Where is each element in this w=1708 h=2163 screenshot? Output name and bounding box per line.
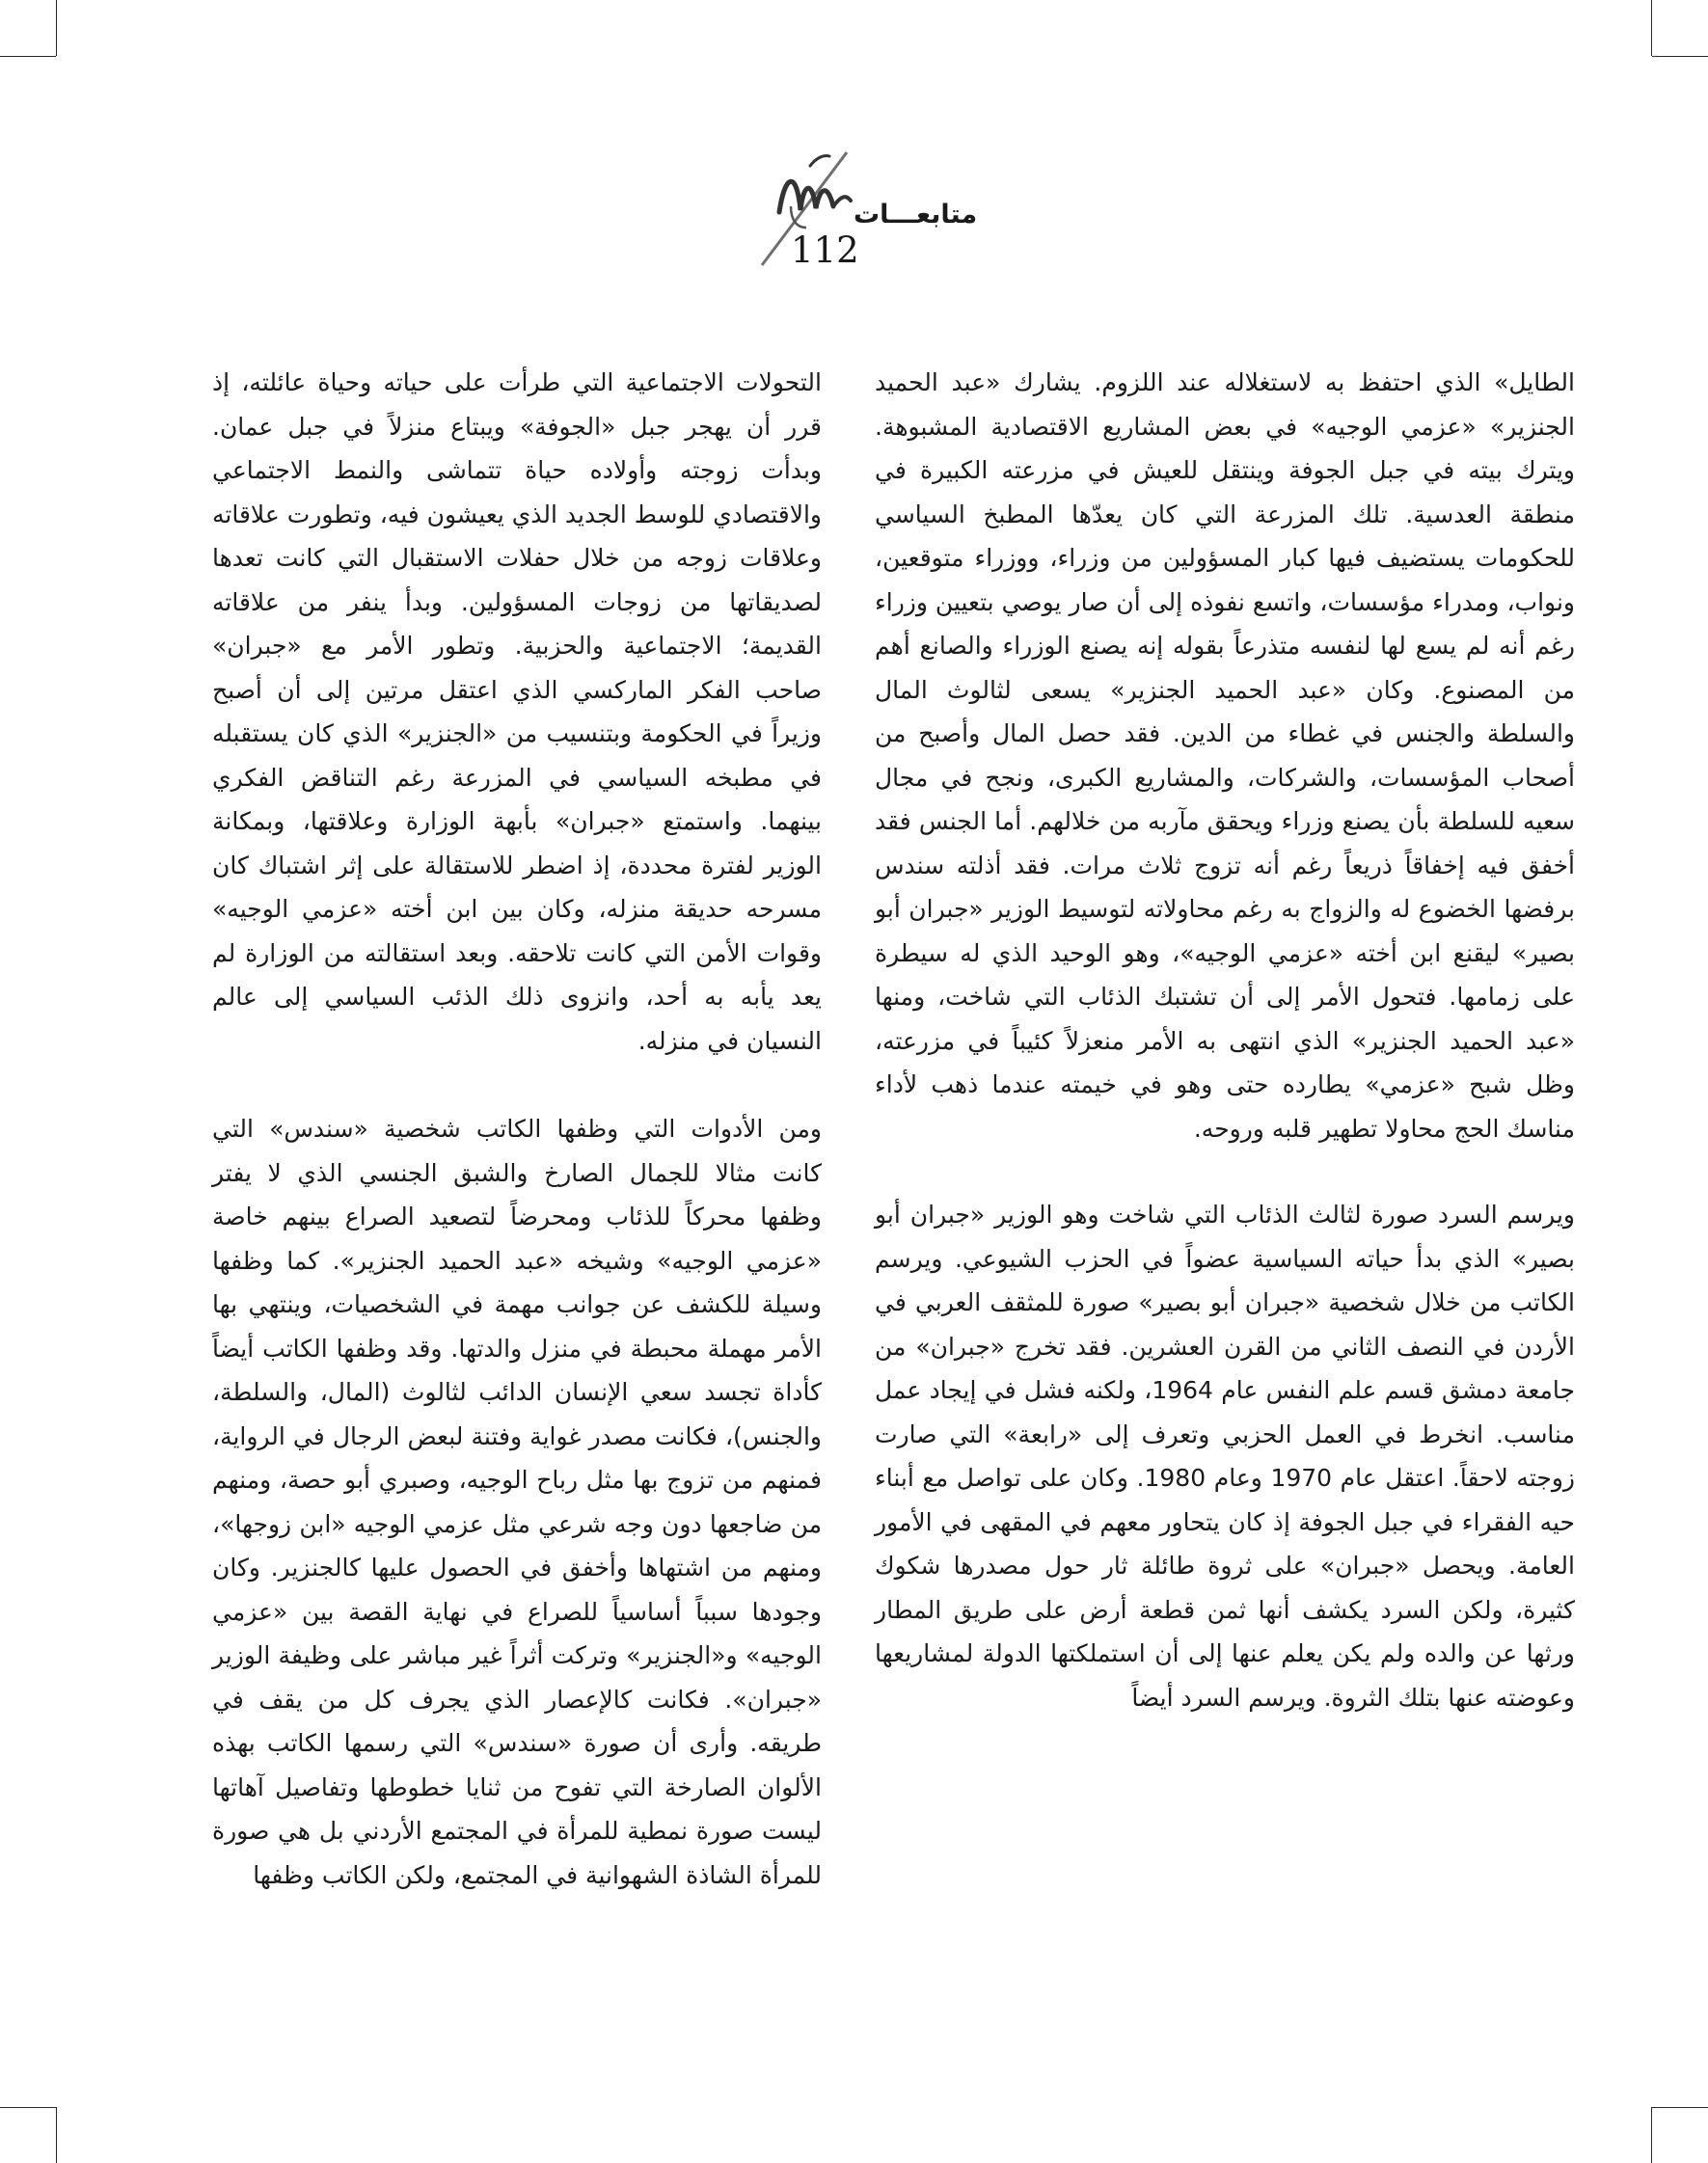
crop-mark-bottom-left-vertical (56, 2107, 57, 2163)
paragraph: الطايل» الذي احتفظ به لاستغلاله عند اللزوم. يشارك «عبد الحميد الجنزير» «عزمي الوجيه» في بعض المشاريع الاقتصادية المشبوهة. ويترك بيته في جبل الجوفة وينتقل للعيش في مزرعته الكبيرة في منطقة العدسية. تلك المزرعة التي كان يعدّها المطبخ السياسي للحكومات يستضيف فيها كبار المسؤولين من وزراء، ووزراء متوقعين، ونواب، ومدراء مؤسسات، واتسع نفوذه إلى أن صار يوصي بتعيين وزراء رغم أنه لم يسع لها لنفسه متذرعاً بقوله إنه يصنع الوزراء والصانع أهم من المصنوع. وكان «عبد الحميد الجنزير» يسعى لثالوث المال والسلطة والجنس في غطاء من الدين. فقد حصل المال وأصبح من أصحاب المؤسسات، والشركات، والمشاريع الكبرى، ونجح في مجال سعيه للسلطة بأن يصنع وزراء ويحقق مآربه من خلالهم. أما الجنس فقد أخفق فيه إخفاقاً ذريعاً رغم أنه تزوج ثلاث مرات. فقد أذلته سندس برفضها الخضوع له والزواج به رغم محاولاته لتوسيط الوزير «جبران أبو بصير» ليقنع ابن أخته «عزمي الوجيه»، وهو الوحيد الذي له سيطرة على زمامها. فتحول الأمر إلى أن تشتبك الذئاب التي شاخت، ومنها «عبد الحميد الجنزير» الذي انتهى به الأمر منعزلاً كئيباً في مزرعته، وظل شبح «عزمي» يطارده حتى وهو في خيمته عندما ذهب لأداء مناسك الحج محاولا تطهير قلبه وروحه. (875, 368, 1575, 1143)
crop-mark-bottom-left-horizontal (0, 2107, 56, 2108)
paragraph: التحولات الاجتماعية التي طرأت على حياته وحياة عائلته، إذ قرر أن يهجر جبل «الجوفة» ويبتاع منزلاً في جبل عمان. وبدأت زوجته وأولاده حياة تتماشى والنمط الاجتماعي والاقتصادي للوسط الجديد الذي يعيشون فيه، وتطورت علاقاته وعلاقات زوجه من خلال حفلات الاستقبال التي كانت تعدها لصديقاتها من زوجات المسؤولين. وبدأ ينفر من علاقاته القديمة؛ الاجتماعية والحزبية. وتطور الأمر مع «جبران» صاحب الفكر الماركسي الذي اعتقل مرتين إلى أن أصبح وزيراً في الحكومة وبتنسيب من «الجنزير» الذي كان يستقبله في مطبخه السياسي في المزرعة رغم التناقض الفكري بينهما. واستمتع «جبران» بأبهة الوزارة وعلاقتها، وبمكانة الوزير لفترة محددة، إذ اضطر للاستقالة على إثر اشتباك كان مسرحه حديقة منزله، وكان بين ابن أخته «عزمي الوجيه» وقوات الأمن التي كانت تلاحقه. وبعد استقالته من الوزارة لم يعد يأبه به أحد، وانزوى ذلك الذئب السياسي إلى عالم النسيان في منزله. (212, 368, 822, 1055)
paragraph: ومن الأدوات التي وظفها الكاتب شخصية «سندس» التي كانت مثالا للجمال الصارخ والشبق الجنسي الذي لا يفتر وظفها محركاً للذئاب ومحرضاً لتصعيد الصراع بينهم خاصة «عزمي الوجيه» وشيخه «عبد الحميد الجنزير». كما وظفها وسيلة للكشف عن جوانب مهمة في الشخصيات، وينتهي بها الأمر مهملة محبطة في منزل والدتها. وقد وظفها الكاتب أيضاً كأداة تجسد سعي الإنسان الدائب لثالوث (المال، والسلطة، والجنس)، فكانت مصدر غواية وفتنة لبعض الرجال في الرواية، فمنهم من تزوج بها مثل رباح الوجيه، وصبري أبو حصة، ومنهم من ضاجعها دون وجه شرعي مثل عزمي الوجيه «ابن زوجها»، ومنهم من اشتهاها وأخفق في الحصول عليها كالجنزير. وكان وجودها سبباً أساسياً للصراع في نهاية القصة بين «عزمي الوجيه» و«الجنزير» وتركت أثراً غير مباشر على وظيفة الوزير «جبران». فكانت كالإعصار الذي يجرف كل من يقف في طريقه. وأرى أن صورة «سندس» التي رسمها الكاتب بهذه الألوان الصارخة التي تفوح من ثنايا خطوطها وتفاصيل آهاتها ليست صورة نمطية للمرأة في المجتمع الأردني بل هي صورة للمرأة الشاذة الشهوانية في المجتمع، ولكن الكاتب وظفها (212, 1115, 822, 1889)
page-number: 112 (791, 230, 859, 271)
crop-mark-bottom-right-vertical (1651, 2107, 1652, 2163)
crop-mark-top-left-horizontal (0, 56, 56, 57)
crop-mark-bottom-right-horizontal (1652, 2107, 1708, 2108)
crop-mark-top-right-horizontal (1652, 56, 1708, 57)
crop-mark-top-left-vertical (56, 0, 57, 56)
page-header (675, 145, 984, 289)
crop-mark-top-right-vertical (1651, 0, 1652, 56)
text-column-left (212, 361, 822, 1897)
text-column-right (875, 361, 1575, 1719)
section-label: متابعـــات (854, 200, 978, 230)
paragraph: ويرسم السرد صورة لثالث الذئاب التي شاخت وهو الوزير «جبران أبو بصير» الذي بدأ حياته السياسية عضواً في الحزب الشيوعي. ويرسم الكاتب من خلال شخصية «جبران أبو بصير» صورة للمثقف العربي في الأردن في النصف الثاني من القرن العشرين. فقد تخرج «جبران» من جامعة دمشق قسم علم النفس عام 1964، ولكنه فشل في إيجاد عمل مناسب. انخرط في العمل الحزبي وتعرف إلى «رابعة» التي صارت زوجته لاحقاً. اعتقل عام 1970 وعام 1980. وكان على تواصل مع أبناء حيه الفقراء في جبل الجوفة إذ كان يتحاور معهم في المقهى في الأمور العامة. ويحصل «جبران» على ثروة طائلة ثار حول مصدرها شكوك كثيرة، ولكن السرد يكشف أنها ثمن قطعة أرض على طريق المطار ورثها عن والده ولم يكن يعلم عنها إلى أن استملكتها الدولة لمشاريعها وعوضته عنها بتلك الثروة. ويرسم السرد أيضاً (875, 1201, 1575, 1712)
